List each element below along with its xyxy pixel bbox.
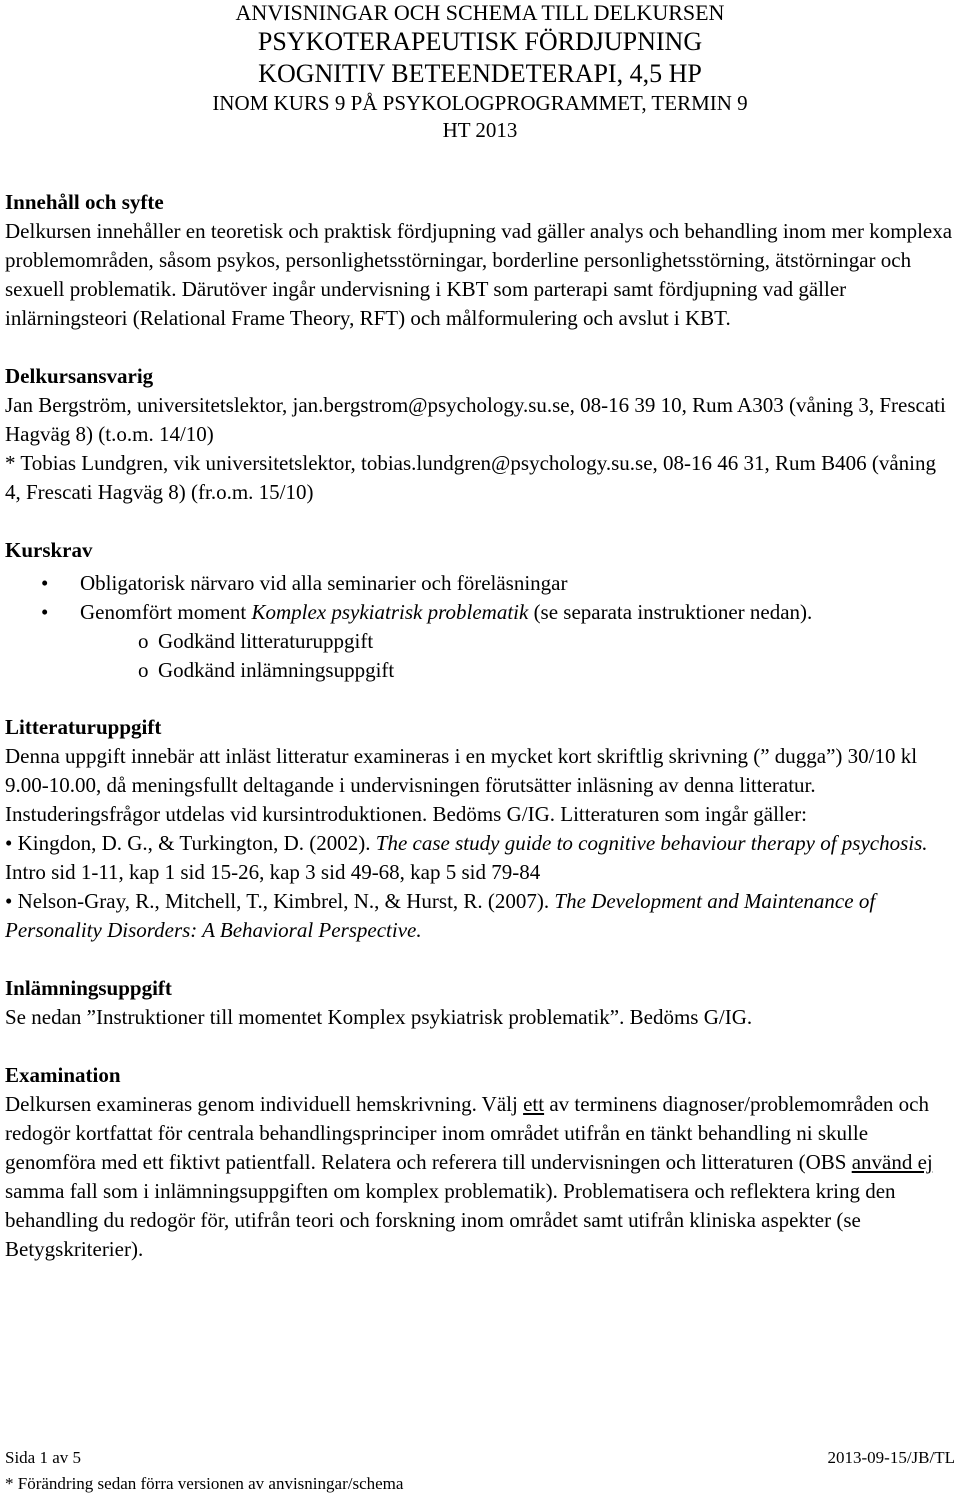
kurskrav-sub-2-text: Godkänd inlämningsuppgift	[158, 658, 395, 682]
bullet-icon: •	[41, 571, 49, 595]
examination-text-a: Delkursen examineras genom individuell hemskrivning. Välj	[5, 1092, 524, 1116]
examination-anvand-ej: använd ej	[851, 1150, 933, 1174]
innehall-text: Delkursen innehåller en teoretisk och praktisk fördjupning vad gäller analys och behandling inom mer komplexa problemområden, såsom psykos, personlighetsstörningar, borderline personlighetsstörning, ätstörningar och sexuell problematik. Därutöver ingår undervisning i KBT som parterapi samt fördjupning vad gäller inlärningsteori (Relational Frame Theory, RFT) och målformulering och avslut i KBT.	[5, 219, 953, 330]
sub-bullet-icon: o	[138, 629, 149, 653]
ansvarig-person-2: * Tobias Lundgren, vik universitetslektor, tobias.lundgren@psychology.su.se, 08-16 46 31, Rum B406 (våning 4, Frescati Hagväg 8) (fr.o.m. 15/10)	[5, 451, 937, 504]
examination-text-c: samma fall som i inlämningsuppgiften om komplex problematik). Problematisera och reflektera kring den behandling du redogör för, utifrån teori och forskning inom området samt utifrån kliniska aspekter (se Betygskriterier).	[5, 1179, 896, 1261]
page-footer	[5, 1445, 955, 1497]
header-term: HT 2013	[442, 118, 518, 142]
kurskrav-bullet-1: Obligatorisk närvaro vid alla seminarier och föreläsningar	[80, 571, 568, 595]
footer-page-number: Sida 1 av 5	[5, 1448, 82, 1467]
innehall-heading: Innehåll och syfte	[5, 190, 164, 214]
litteratur-ref-2	[5, 887, 955, 945]
ref-1-pages: Intro sid 1-11, kap 1 sid 15-26, kap 3 sid 49-68, kap 5 sid 79-84	[5, 860, 541, 884]
bullet-icon: •	[41, 600, 49, 624]
ref-1-authors: • Kingdon, D. G., & Turkington, D. (2002).	[5, 831, 376, 855]
section-inlamningsuppgift	[5, 974, 955, 1032]
kurskrav-bullet-2-italic: Komplex psykiatrisk problematik	[251, 600, 529, 624]
ansvarig-heading: Delkursansvarig	[5, 364, 154, 388]
kurskrav-list	[5, 569, 955, 627]
document-page	[5, 0, 955, 1264]
examination-ett: ett	[523, 1092, 545, 1116]
footer-date: 2013-09-15/JB/TL	[827, 1448, 955, 1467]
list-item	[5, 598, 955, 627]
ref-2-title: The Development and Maintenance of Personality Disorders: A Behavioral Perspective.	[5, 889, 876, 942]
section-litteraturuppgift	[5, 713, 955, 945]
section-examination	[5, 1061, 955, 1264]
ansvarig-person-1: Jan Bergström, universitetslektor, jan.bergstrom@psychology.su.se, 08-16 39 10, Rum A303 (våning 3, Frescati Hagväg 8) (t.o.m. 14/10)	[5, 393, 946, 446]
header-line-4: INOM KURS 9 PÅ PSYKOLOGPROGRAMMET, TERMIN 9	[212, 91, 748, 115]
examination-text	[5, 1090, 955, 1264]
litteratur-heading: Litteraturuppgift	[5, 715, 162, 739]
litteratur-text: Denna uppgift innebär att inläst litteratur examineras i en mycket kort skriftlig skrivning (” dugga”) 30/10 kl 9.00-10.00, då meningsfullt deltagande i undervisningen förutsätter inläsning av denna litteratur. Instuderingsfrågor utdelas vid kursintroduktionen. Bedöms G/IG. Litteraturen som ingår gäller:	[5, 744, 918, 826]
list-item	[5, 569, 955, 598]
inlamning-text: Se nedan ”Instruktioner till momentet Komplex psykiatrisk problematik”. Bedöms G/IG.	[5, 1005, 753, 1029]
header-line-1: ANVISNINGAR OCH SCHEMA TILL DELKURSEN	[235, 0, 725, 25]
footer-change-note: * Förändring sedan förra versionen av anvisningar/schema	[5, 1474, 404, 1493]
kurskrav-bullet-2-pre: Genomfört moment	[80, 600, 252, 624]
inlamning-heading: Inlämningsuppgift	[5, 976, 172, 1000]
examination-text-b: av terminens diagnoser/problemområden och redogör kortfattat för centrala behandlingsprinciper inom området utifrån en tänkt behandling ni skulle genomföra med ett fiktivt patientfall. Relatera och referera till undervisningen och litteraturen (OBS	[5, 1092, 929, 1174]
kurskrav-sub-2	[5, 656, 955, 685]
examination-heading: Examination	[5, 1063, 121, 1087]
sub-bullet-icon: o	[138, 658, 149, 682]
section-delkursansvarig	[5, 362, 955, 507]
document-header	[5, 0, 955, 144]
litteratur-ref-1	[5, 829, 955, 887]
kurskrav-heading: Kurskrav	[5, 538, 93, 562]
ref-2-authors: • Nelson-Gray, R., Mitchell, T., Kimbrel, N., & Hurst, R. (2007).	[5, 889, 555, 913]
section-kurskrav	[5, 536, 955, 685]
header-course-title: PSYKOTERAPEUTISK FÖRDJUPNING	[257, 27, 703, 56]
ref-1-title: The case study guide to cognitive behaviour therapy of psychosis.	[375, 831, 928, 855]
kurskrav-sub-1	[5, 627, 955, 656]
kurskrav-sub-1-text: Godkänd litteraturuppgift	[158, 629, 374, 653]
header-course-subtitle: KOGNITIV BETEENDETERAPI, 4,5 HP	[258, 59, 702, 88]
kurskrav-bullet-2-post: (se separata instruktioner nedan).	[528, 600, 813, 624]
section-innehall	[5, 188, 955, 333]
